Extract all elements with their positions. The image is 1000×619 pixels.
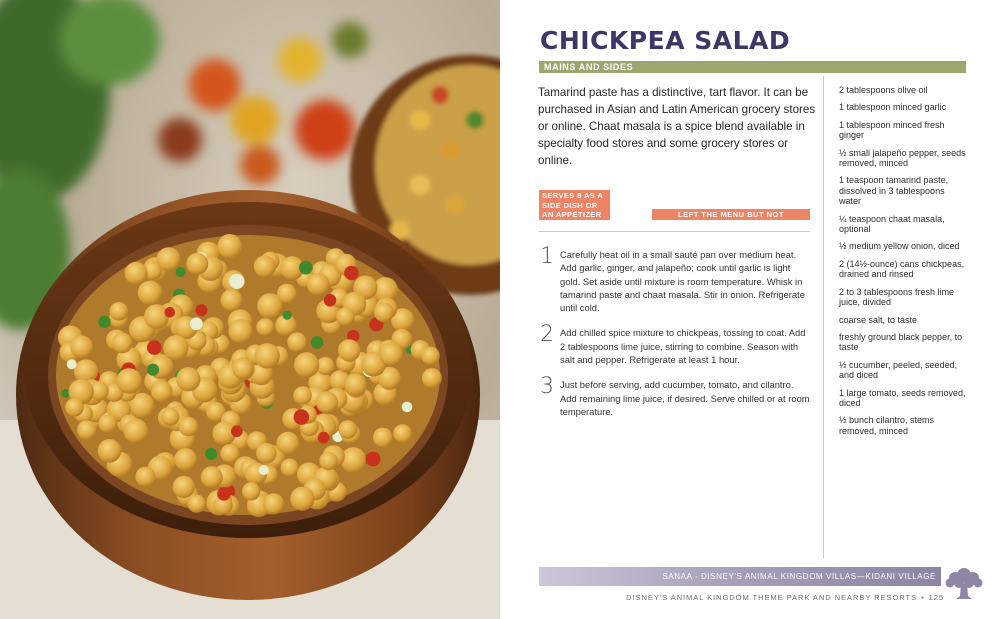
salad-texture [345,374,367,396]
salad-texture [125,262,148,285]
ingredient-list [839,85,967,443]
running-head: DISNEY'S ANIMAL KINGDOM THEME PARK AND NEARBY RESORTS [626,593,918,602]
ingredient-item: freshly ground black pepper, to taste [839,331,963,353]
salad-texture [232,358,253,379]
salad-texture [138,281,162,305]
ingredient-item: 2 to 3 tablespoons fresh lime juice, divided [839,286,955,308]
salad-texture [157,247,181,271]
salad-texture [324,294,337,307]
salad-texture [318,432,330,444]
menu-tag-badge [652,209,810,230]
salad-texture [77,420,96,439]
salad-texture [70,336,93,359]
step-number: 3 [540,374,554,400]
salad-texture [344,266,359,281]
serves-text: SERVES 8 AS A SIDE DISH OR AN APPETIZER [542,191,603,219]
recipe-page [500,0,1000,619]
tree-of-life-icon [945,566,983,600]
category-bar [539,61,966,73]
salad-texture [165,307,176,318]
ingredient-item: 2 (14½-ounce) cans chickpeas, drained and rinsed [839,258,965,280]
salad-texture [116,368,142,394]
salad-texture [144,304,169,329]
salad-texture [277,432,300,455]
salad-texture [179,417,198,436]
salad-texture [374,302,394,322]
method-steps [540,244,810,430]
salad-texture [173,476,195,498]
salad-texture [110,302,129,321]
ingredient-item: 2 tablespoons olive oil [839,85,928,95]
salad-texture [366,452,381,467]
step-2 [540,322,810,366]
ingredient-item: coarse salt, to taste [839,314,918,325]
salad-texture [242,482,260,500]
ingredient-item: ½ bunch cilantro, stems removed, minced [839,415,935,436]
ingredient-item: ½ cucumber, peeled, seeded, and diced [839,359,958,381]
salad-texture [294,352,319,377]
salad-texture [217,487,230,500]
salad-texture [257,293,282,318]
salad-texture [67,359,77,369]
salad-texture [65,398,84,417]
ingredient-item: 1 teaspoon tamarind paste, dissolved in 3 tablespoons water [839,175,949,207]
salad-texture [256,443,277,464]
salad-texture [294,409,310,425]
salad-texture [336,307,355,326]
salad-texture [283,311,292,320]
salad-texture [287,332,307,352]
step-text: Carefully heat oil in a small sauté pan over medium heat. Add garlic, ginger, and jalapeño; cook until garlic is light gold. Set aside until mixture is room temperature. Whisk in tamarind paste and chaat masala. Stir in onion. Refrigerate until cold. [560,249,805,314]
salad-texture [299,261,313,275]
salad-texture [161,408,179,426]
salad-texture [98,439,122,463]
salad-texture [255,343,280,368]
salad-texture [98,414,117,433]
salad-texture [201,466,223,488]
salad-texture [402,402,413,413]
salad-texture [205,448,217,460]
salad-texture [393,424,412,443]
salad-texture [221,289,243,311]
salad-texture [379,342,403,366]
salad-texture [422,368,442,388]
recipe-title: CHICKPEA SALAD [540,26,791,55]
category-label: MAINS AND SIDES [544,62,634,72]
salad-texture [124,419,149,444]
ingredient-item: 1 tablespoon minced fresh ginger [839,119,945,141]
menu-tag-text: LEFT THE MENU BUT NOT FORGOTTEN [678,210,784,230]
salad-texture [163,335,188,360]
footer-separator: • [921,593,925,602]
step-1 [540,244,810,314]
salad-texture [290,487,314,511]
step-3 [540,374,810,418]
ingredient-item: ½ medium yellow onion, diced [839,241,960,252]
ingredient-item: 1 large tomato, seeds removed, diced [839,387,966,408]
salad-texture [147,364,159,376]
salad-texture [176,267,186,277]
ingredient-item: ½ small jalapeño pepper, seeds removed, minced [839,147,966,169]
salad-texture [281,459,299,477]
running-footer [626,593,944,602]
salad-texture [188,495,206,513]
salad-texture [307,273,330,296]
salad-texture [186,253,208,275]
salad-texture [319,452,338,471]
salad-texture [293,386,311,404]
serves-badge [539,190,610,220]
salad-texture [174,448,197,471]
salad-texture [341,447,367,473]
salad-texture [316,391,338,413]
salad-texture [135,467,155,487]
salad-texture [112,333,133,354]
salad-texture [373,428,393,448]
column-divider [823,76,824,558]
step-number: 1 [540,244,554,269]
salad-texture [231,426,243,438]
salad-texture [263,493,284,514]
ingredient-item: ¼ teaspoon chaat masala, optional [839,213,945,235]
divider [539,231,810,232]
location-label: SANAA - DISNEY'S ANIMAL KINGDOM VILLAS—KIDANI VILLAGE [662,572,936,581]
salad-texture [229,274,244,289]
salad-texture [217,234,242,259]
salad-texture [421,347,439,365]
salad-texture [311,336,324,349]
salad-texture [259,465,269,475]
location-bar [539,567,941,586]
step-number: 2 [540,322,554,348]
salad-texture [228,319,252,343]
salad-texture [196,304,208,316]
salad-texture [190,317,203,330]
recipe-intro: Tamarind paste has a distinctive, tart flavor. It can be purchased in Asian and Latin American grocery stores or online. Chaat masala is a spice blend available in specialty food stores and some grocery stores or online. [538,86,816,167]
salad-texture [339,420,358,439]
salad-texture [254,255,276,277]
step-text: Add chilled spice mixture to chickpeas, tossing to coat. Add 2 tablespoons lime juice, stirring to combine. Season with salt and pepper. Refrigerate at least 1 hour. [560,327,806,366]
salad-texture [256,318,274,336]
salad-texture [147,340,162,355]
page-number: 125 [928,593,944,602]
salad-texture [338,339,360,361]
ingredient-item: 1 tablespoon minced garlic [839,102,947,113]
step-text: Just before serving, add cucumber, tomato, and cilantro. Add remaining lime juice, if desired. Serve chilled or at room temperature. [560,379,810,417]
salad-texture [176,367,200,391]
salad-texture [98,316,110,328]
salad-texture [151,381,172,402]
